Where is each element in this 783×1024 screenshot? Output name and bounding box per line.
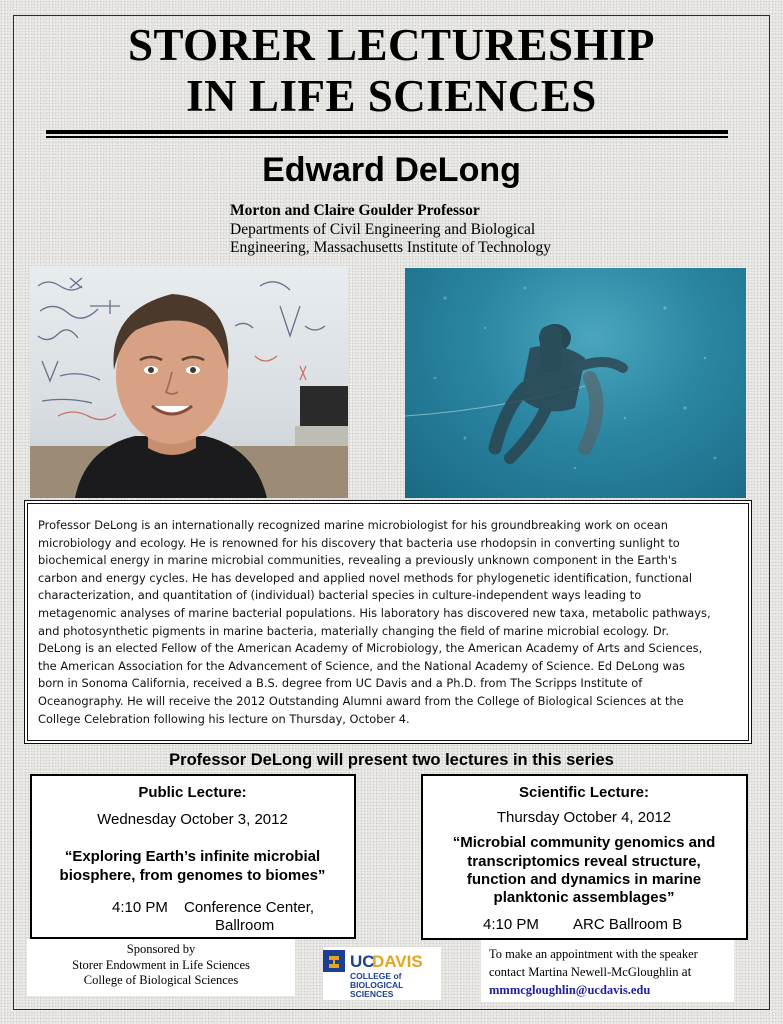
scientific-lecture-time: 4:10 PM [483,916,539,933]
title-divider-thick [46,130,728,134]
bio-line: metagenomic analyses of marine bacterial populations. His laboratory has discovered new taxa, metabolic pathways, [38,605,711,620]
scientific-lecture-talk-line-3: function and dynamics in marine [466,871,702,888]
bio-line: Professor DeLong is an internationally recognized marine microbiologist for his groundbreaking work on ocean [38,518,668,532]
sponsor-panel [27,939,295,996]
speaker-name: Edward DeLong [262,151,521,189]
scientific-lecture-box [421,774,748,940]
scientific-lecture-date: Thursday October 4, 2012 [496,809,672,826]
speaker-department [230,221,580,257]
public-lecture-venue-line-2: Ballroom [215,917,275,934]
sponsor-line-2: Storer Endowment in Life Sciences [72,957,250,972]
bio-line: College Celebration following his lecture on Thursday, October 4. [38,711,410,726]
uc-davis-logo [323,947,441,1000]
scientific-lecture-talk-line-2: transcriptomics reveal structure, [467,853,701,870]
public-lecture-box [30,774,356,939]
appointment-panel [481,940,734,1002]
public-lecture-venue-line-1: Conference Center, [184,899,315,916]
series-heading: Professor DeLong will present two lectures in this series [169,751,614,769]
bio-line: biochemical energy in marine microbial communities, revealing a previously unknown component in the Earth's [38,553,677,568]
bio-line: microbiology and ecology. He is renowned for his discovery that bacteria use rhodopsin in converting sunlight to [38,535,680,550]
dive-illustration [405,268,746,498]
public-lecture-talk-line-2: biosphere, from genomes to biomes” [59,867,326,884]
scientific-lecture-heading: Scientific Lecture: [518,784,650,801]
sponsor-line-1: Sponsored by [126,942,196,956]
public-lecture-talk-line-1: “Exploring Earth’s infinite microbial [64,848,321,865]
appointment-line-2 [489,963,734,981]
logo-college-line-1: COLLEGE of [350,971,402,981]
scientific-lecture-talk-line-4: planktonic assemblages” [493,889,675,906]
appointment-email-link[interactable]: mmmcgloughlin@ucdavis.edu [489,983,651,997]
portrait-illustration [30,266,348,498]
bio-line: and photosynthetic pigments in marine bacteria, materially changing the field of marine microbial ecology. Dr. [38,623,669,638]
appointment-line-1: To make an appointment with the speaker [489,947,698,961]
bio-line: born in Sonoma California, received a B.S. degree from UC Davis and a Ph.D. from The Scripps Institute of [38,676,643,691]
scientific-lecture-talk-line-1: “Microbial community genomics and [452,834,716,851]
speaker-position: Morton and Claire Goulder Professor [230,202,480,219]
bio-line: DeLong is an elected Fellow of the American Academy of Microbiology, the American Academy of Arts and Sciences, [38,641,703,656]
bio-line: Oceanography. He will receive the 2012 Outstanding Alumni award from the College of Biological Sciences at the [38,693,684,708]
public-lecture-date: Wednesday October 3, 2012 [97,811,288,828]
sponsor-line-3: College of Biological Sciences [83,973,239,987]
title-divider-thin [46,136,728,138]
title-line-1: STORER LECTURESHIP [127,20,656,70]
public-lecture-heading: Public Lecture: [138,784,247,801]
scientific-lecture-venue: ARC Ballroom B [573,916,683,933]
underwater-dive-photo [405,268,746,498]
logo-wordmark-uc: UC [350,952,375,971]
department-line-1: Departments of Civil Engineering and Biological [230,221,536,238]
uc-davis-emblem-icon [323,947,441,1000]
appointment-contact: contact Martina Newell-McGloughlin [489,965,679,979]
bio-line: the American Association for the Advancement of Science, and the National Academy of Science. Ed DeLong was [38,658,685,673]
bio-line: characterization, and quantitation of (individual) bacterial species in culture-independent ways leading to [38,588,642,603]
speaker-portrait-photo [30,266,348,498]
bio-text [38,517,738,728]
poster-title [0,20,783,122]
logo-college-line-2: BIOLOGICAL [350,980,404,990]
bio-line: carbon and energy cycles. He has developed and applied novel methods for phylogenetic identification, functional [38,570,693,585]
public-lecture-time: 4:10 PM [112,899,168,916]
logo-wordmark-davis: DAVIS [372,952,423,971]
title-line-2: IN LIFE SCIENCES [186,71,597,121]
department-line-2: Engineering, Massachusetts Institute of Technology [230,239,552,256]
logo-college-line-3: SCIENCES [350,989,394,999]
appointment-at: at [681,964,692,979]
